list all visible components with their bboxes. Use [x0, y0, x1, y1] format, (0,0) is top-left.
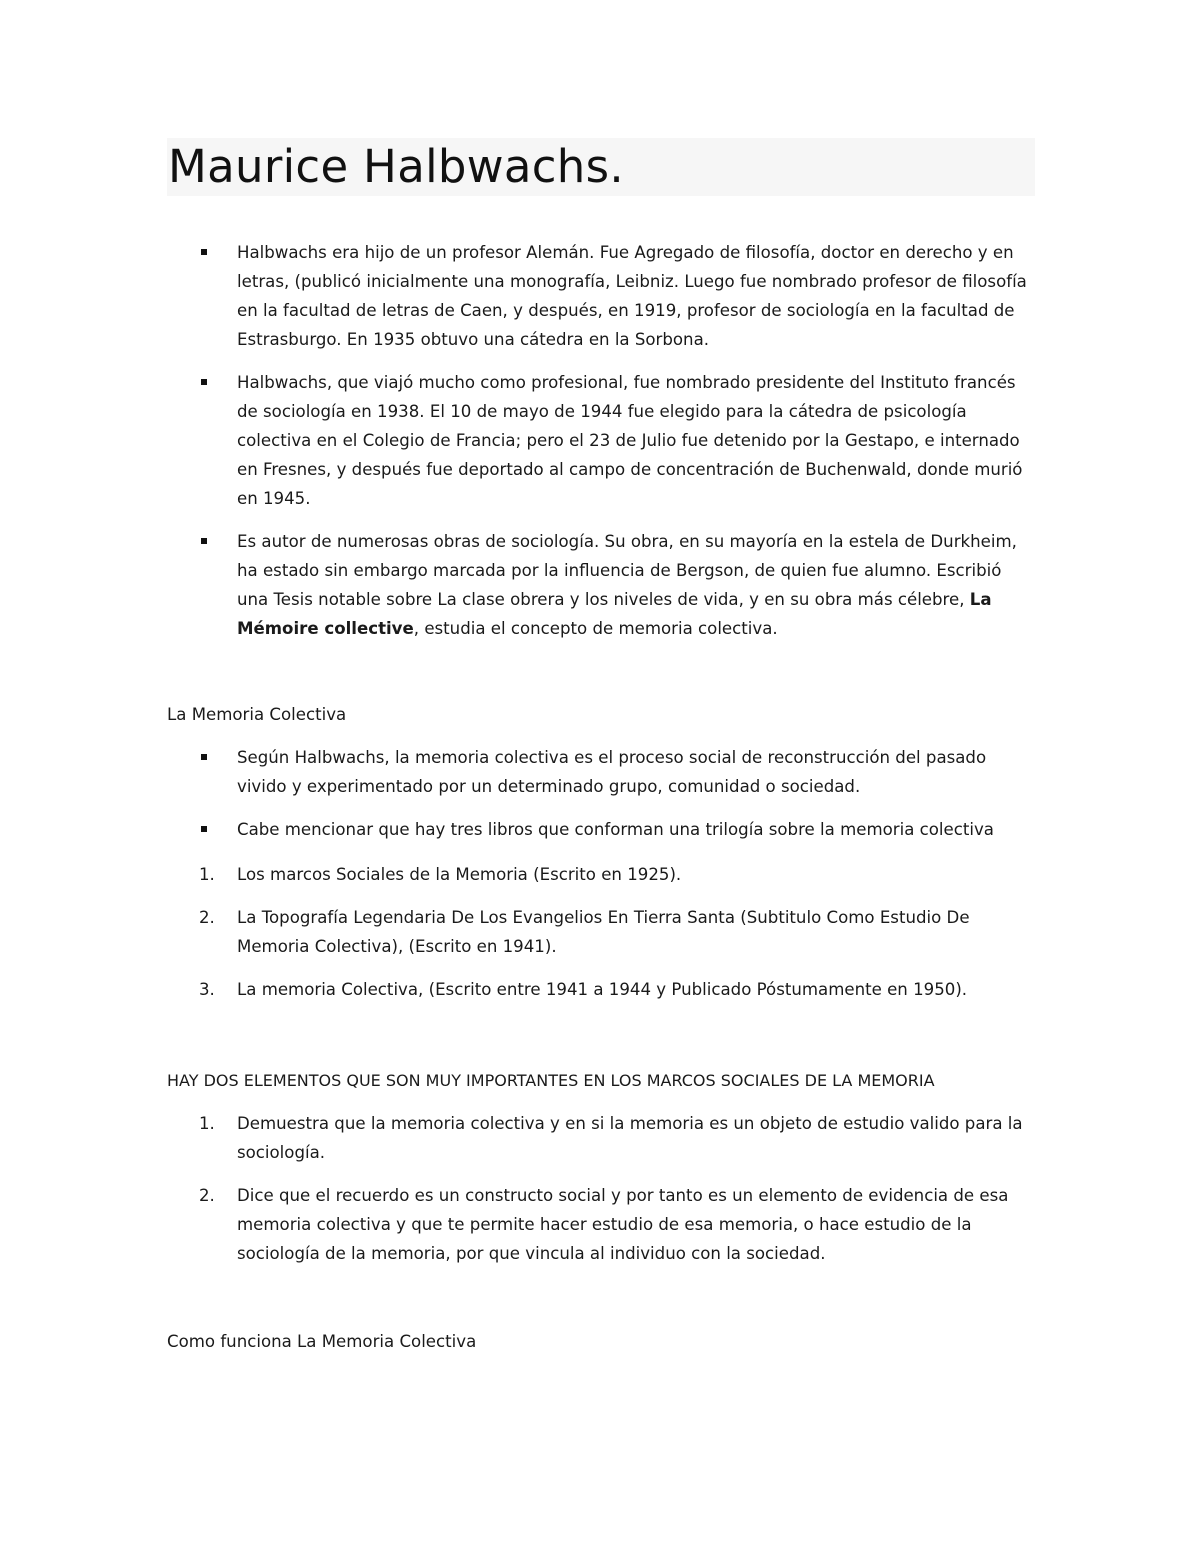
document-title: Maurice Halbwachs. — [168, 140, 624, 193]
list-item — [167, 238, 1037, 354]
bold-title-la-memoire: La Mémoire collective — [237, 590, 992, 638]
list-item — [167, 743, 1037, 801]
list-text: La Topografía Legendaria De Los Evangelios En Tierra Santa (Subtitulo Como Estudio De Memoria Colectiva), (Escrito en 1941). — [237, 908, 970, 956]
square-bullet-icon — [201, 538, 207, 544]
list-text: Demuestra que la memoria colectiva y en si la memoria es un objeto de estudio valido para la sociología. — [237, 1114, 1023, 1162]
list-item — [167, 815, 1067, 844]
bullet-text-before: Es autor de numerosas obras de sociología. Su obra, en su mayoría en la estela de Durkheim, ha estado sin embargo marcada por la influencia de Bergson, de quien fue alumno. Escribió una Tesis notable sobre La clase obrera y los niveles de vida, y en su obra más célebre, — [237, 532, 1017, 609]
memoria-numbered-list — [167, 860, 1037, 1004]
list-number: 2. — [199, 908, 215, 927]
elementos-numbered-list — [167, 1109, 1037, 1268]
list-number: 3. — [199, 980, 215, 999]
square-bullet-icon — [201, 754, 207, 760]
bio-bullet-list — [167, 238, 1037, 643]
square-bullet-icon — [201, 379, 207, 385]
list-item — [167, 903, 1037, 961]
list-text: Dice que el recuerdo es un constructo social y por tanto es un elemento de evidencia de esa memoria colectiva y que te permite hacer estudio de esa memoria, o hace estudio de la sociología de la memoria, por que vincula al individuo con la sociedad. — [237, 1186, 1009, 1263]
list-text: Los marcos Sociales de la Memoria (Escrito en 1925). — [237, 865, 682, 884]
bullet-text: Cabe mencionar que hay tres libros que conforman una trilogía sobre la memoria colectiva — [237, 820, 994, 839]
list-text: La memoria Colectiva, (Escrito entre 1941 a 1944 y Publicado Póstumamente en 1950). — [237, 980, 968, 999]
square-bullet-icon — [201, 249, 207, 255]
list-number: 1. — [199, 865, 215, 884]
bullet-text: Según Halbwachs, la memoria colectiva es el proceso social de reconstrucción del pasado vivido y experimentado por un determinado grupo, comunidad o sociedad. — [237, 748, 987, 796]
section-heading-elementos: HAY DOS ELEMENTOS QUE SON MUY IMPORTANTES EN LOS MARCOS SOCIALES DE LA MEMORIA — [167, 1071, 935, 1090]
list-number: 2. — [199, 1186, 215, 1205]
list-item — [167, 1181, 1037, 1268]
document-page — [167, 138, 1035, 1351]
list-item — [167, 860, 1037, 889]
title-band — [167, 138, 1035, 196]
list-item — [167, 527, 1037, 643]
section-heading-funciona: Como funciona La Memoria Colectiva — [167, 1332, 477, 1351]
section-heading-memoria: La Memoria Colectiva — [167, 705, 347, 724]
bullet-text: Halbwachs, que viajó mucho como profesional, fue nombrado presidente del Instituto francés de sociología en 1938. El 10 de mayo de 1944 fue elegido para la cátedra de psicología colectiva en el Colegio de Francia; pero el 23 de Julio fue detenido por la Gestapo, e internado en Fresnes, y después fue deportado al campo de concentración de Buchenwald, donde murió en 1945. — [237, 373, 1023, 508]
bullet-text: Halbwachs era hijo de un profesor Alemán. Fue Agregado de filosofía, doctor en derecho y en letras, (publicó inicialmente una monografía, Leibniz. Luego fue nombrado profesor de filosofía en la facultad de letras de Caen, y después, en 1919, profesor de sociología en la facultad de Estrasburgo. En 1935 obtuvo una cátedra en la Sorbona. — [237, 243, 1027, 349]
memoria-bullet-list — [167, 743, 1067, 844]
list-item — [167, 1109, 1037, 1167]
bullet-text-after: , estudia el concepto de memoria colectiva. — [413, 619, 778, 638]
list-number: 1. — [199, 1114, 215, 1133]
square-bullet-icon — [201, 826, 207, 832]
list-item — [167, 368, 1037, 513]
list-item — [167, 975, 1037, 1004]
